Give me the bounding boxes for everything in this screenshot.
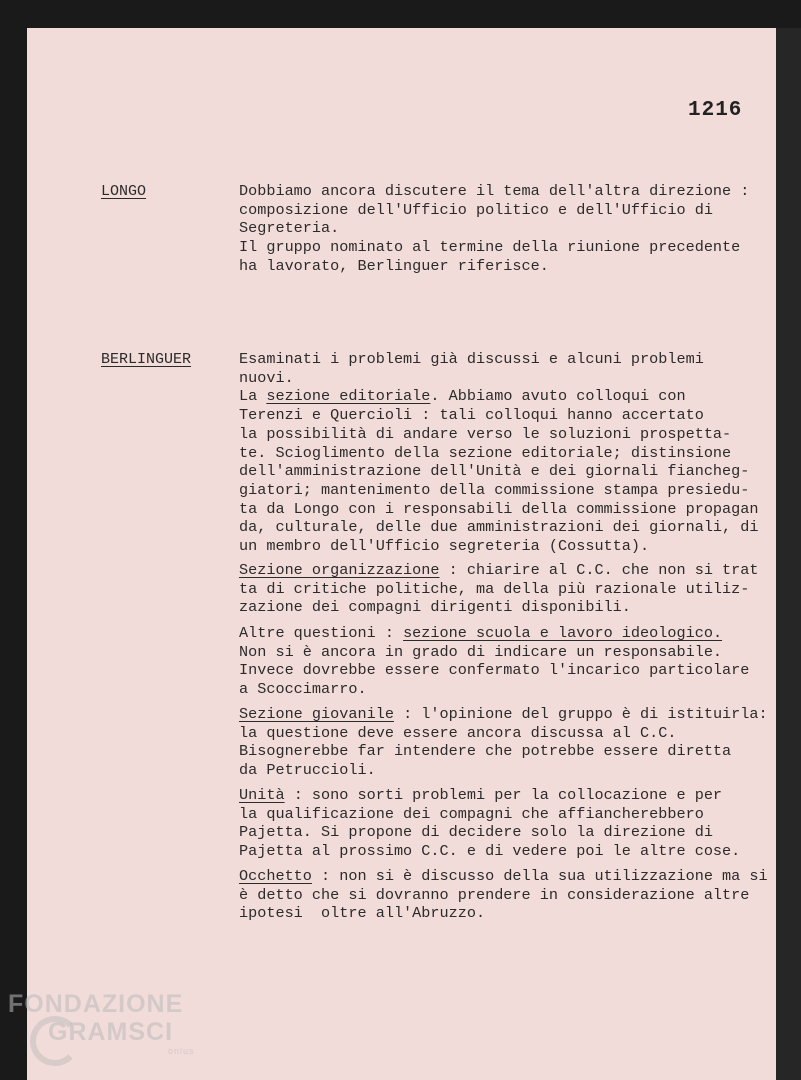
text-line: nuovi. [239, 368, 294, 387]
text-line: Non si è ancora in grado di indicare un responsabile. [239, 642, 723, 661]
text-line: Occhetto : non si è discusso della sua utilizzazione ma si [239, 867, 768, 885]
berlinguer-paragraph-editoriale [239, 350, 759, 556]
text-line: composizione dell'Ufficio politico e dell'Ufficio di [239, 200, 713, 219]
text-line: Il gruppo nominato al termine della riunione precedente [239, 238, 741, 257]
text-line: Pajetta al prossimo C.C. e di vedere poi le altre cose. [239, 842, 741, 861]
text-line: Sezione giovanile : l'opinione del gruppo è di istituirla: [239, 705, 768, 723]
berlinguer-paragraph-unita [239, 786, 740, 861]
watermark [8, 990, 195, 1056]
underlined-topic: Sezione giovanile [239, 705, 394, 723]
longo-paragraph [239, 182, 749, 276]
underlined-topic: sezione scuola e lavoro ideologico. [403, 624, 723, 642]
text-line: Invece dovrebbe essere confermato l'incarico particolare [239, 661, 750, 680]
underlined-topic: sezione editoriale [266, 387, 431, 406]
watermark-line-3: onlus [168, 1046, 195, 1056]
text-line: da Petruccioli. [239, 761, 376, 780]
text-line: ta di critiche politiche, ma della più razionale utiliz- [239, 579, 750, 598]
text-line: la qualificazione dei compagni che affiancherebbero [239, 804, 704, 823]
text-line: te. Scioglimento della sezione editoriale; distinsione [239, 443, 732, 462]
berlinguer-paragraph-organizzazione [239, 561, 759, 617]
text-line: Terenzi e Quercioli : tali colloqui hanno accertato [239, 406, 704, 425]
watermark-line-1: FONDAZIONE [8, 990, 184, 1018]
watermark-line-2: GRAMSCI [48, 1018, 174, 1046]
text-line: Dobbiamo ancora discutere il tema dell'altra direzione : [239, 182, 750, 200]
text-line: giatori; mantenimento della commissione stampa presiedu- [239, 480, 750, 499]
text-line: La sezione editoriale. Abbiamo avuto colloqui con [239, 387, 686, 406]
text-line: ha lavorato, Berlinguer riferisce. [239, 256, 549, 275]
underlined-topic: Occhetto [239, 867, 312, 885]
text-line: ta da Longo con i responsabili della commissione propagan [239, 499, 759, 518]
berlinguer-paragraph-altre-questioni [239, 624, 749, 699]
text-line: zazione dei compagni dirigenti disponibili. [239, 598, 631, 617]
text-line: a Scoccimarro. [239, 680, 367, 699]
underlined-topic: Unità [239, 786, 285, 804]
speaker-berlinguer: BERLINGUER [101, 351, 192, 368]
text-line: Esaminati i problemi già discussi e alcuni problemi [239, 350, 704, 368]
text-line: ipotesi oltre all'Abruzzo. [239, 904, 486, 923]
text-line: Sezione organizzazione : chiarire al C.C. che non si trat [239, 561, 759, 579]
text-line: Segreteria. [239, 219, 340, 238]
text-line: la questione deve essere ancora discussa al C.C. [239, 723, 677, 742]
text-line: Unità : sono sorti problemi per la collocazione e per [239, 786, 723, 804]
text-line: dell'amministrazione dell'Unità e dei giornali fiancheg- [239, 462, 750, 481]
text-line: Pajetta. Si propone di decidere solo la direzione di [239, 823, 713, 842]
text-line: un membro dell'Ufficio segreteria (Cossutta). [239, 537, 650, 556]
berlinguer-paragraph-occhetto [239, 867, 768, 923]
text-line: Altre questioni : sezione scuola e lavoro ideologico. [239, 624, 723, 642]
page-number: 1216 [688, 99, 743, 122]
speaker-longo: LONGO [101, 183, 147, 200]
scan-border [776, 28, 801, 1080]
text-line: la possibilità di andare verso le soluzioni prospetta- [239, 424, 732, 443]
underlined-topic: Sezione organizzazione [239, 561, 440, 579]
text-line: è detto che si dovranno prendere in considerazione altre [239, 885, 750, 904]
text-line: Bisognerebbe far intendere che potrebbe essere diretta [239, 742, 732, 761]
berlinguer-paragraph-giovanile [239, 705, 768, 780]
text-line: da, culturale, delle due amministrazioni dei giornali, di [239, 518, 759, 537]
